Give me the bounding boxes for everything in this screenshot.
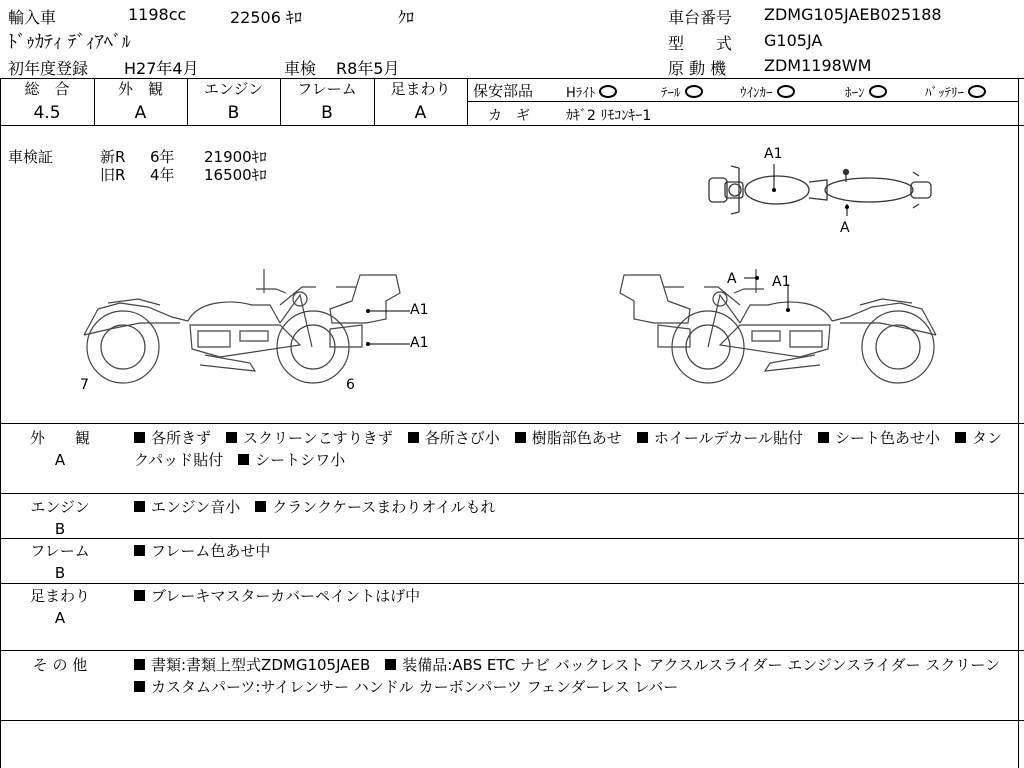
note-items <box>134 540 1014 562</box>
grid-line-bottom <box>0 125 1024 126</box>
safety-item-label: ﾊﾞｯﾃﾘｰ <box>925 86 964 101</box>
grade-label: フレーム <box>297 80 357 98</box>
note-heading <box>24 654 96 676</box>
grade-label: 総 合 <box>24 80 70 98</box>
inspection-value: R8年5月 <box>336 59 400 78</box>
grade-suspension <box>374 79 467 124</box>
ok-circle-icon <box>869 85 887 98</box>
note-item: カスタムパーツ:サイレンサー ハンドル カーボンパーツ フェンダーレス レバー <box>151 678 679 696</box>
grade-label: 外 観 <box>117 80 163 98</box>
notes-line <box>0 493 1024 494</box>
note-grade: B <box>54 564 66 582</box>
note-item: 各所さび小 <box>424 429 500 447</box>
notes-line-bottom <box>0 720 1024 721</box>
ok-circle-icon <box>685 85 703 98</box>
note-items <box>134 496 1014 518</box>
bullet-square-icon <box>255 501 266 512</box>
grade-value: 4.5 <box>33 103 61 123</box>
note-items <box>134 585 1014 607</box>
first-registration-value: H27年4月 <box>124 59 199 78</box>
certificate-new-km: 21900ｷﾛ <box>204 148 267 166</box>
safety-item-winker <box>740 82 795 101</box>
note-items <box>134 427 1014 471</box>
import-label: 輸入車 <box>8 8 57 27</box>
bullet-square-icon <box>818 432 829 443</box>
note-grade: B <box>54 520 66 538</box>
damage-mark-top-a1: A1 <box>764 146 783 162</box>
grade-value: B <box>227 103 240 123</box>
safety-item-label: ﾃｰﾙ <box>661 86 681 101</box>
bullet-square-icon <box>408 432 419 443</box>
grade-frame <box>280 79 374 124</box>
bullet-square-icon <box>385 659 396 670</box>
damage-mark-left-a1-lower: A1 <box>410 335 429 351</box>
bullet-square-icon <box>134 659 145 670</box>
bullet-square-icon <box>134 432 145 443</box>
note-item: 書類:書類上型式ZDMG105JAEB <box>151 656 371 674</box>
displacement: 1198cc <box>128 5 187 24</box>
note-heading <box>24 585 96 629</box>
notes-line-top <box>0 423 1024 424</box>
first-registration-label: 初年度登録 <box>8 59 89 78</box>
safety-item-horn <box>845 82 887 101</box>
certificate-old-label: 旧R <box>100 166 126 184</box>
safety-item-battery <box>925 82 986 101</box>
note-item: エンジン音小 <box>151 498 241 516</box>
key-value: ｶｷﾞ2 ﾘﾓｺﾝｷｰ1 <box>566 108 652 124</box>
certificate-label: 車検証 <box>8 148 54 166</box>
motorcycle-left-view-icon <box>80 265 410 390</box>
notes-line <box>0 650 1024 651</box>
model-type-value: G105JA <box>764 31 823 50</box>
safety-item-label: ﾎｰﾝ <box>845 86 865 101</box>
diagram-number-6: 6 <box>346 377 355 393</box>
bullet-square-icon <box>955 432 966 443</box>
bullet-square-icon <box>515 432 526 443</box>
mileage: 22506 ｷﾛ <box>230 8 302 27</box>
bullet-square-icon <box>238 454 249 465</box>
note-items <box>134 654 1014 698</box>
note-item: クランクケースまわりオイルもれ <box>272 498 496 516</box>
ok-circle-icon <box>599 85 617 98</box>
note-heading <box>24 540 96 584</box>
note-item: 樹脂部色あせ <box>531 429 622 447</box>
frame-number: ZDMG105JAEB025188 <box>764 5 942 24</box>
note-item: タンクパッド貼付 <box>134 429 1002 469</box>
note-category: 足まわり <box>29 587 90 605</box>
damage-mark-left-a1-upper: A1 <box>410 302 429 318</box>
certificate-old-km: 16500ｷﾛ <box>204 166 267 184</box>
note-category: そ の 他 <box>32 656 88 674</box>
note-category: 外 観 <box>29 429 90 447</box>
safety-item-headlight <box>566 82 617 101</box>
note-item: フレーム色あせ中 <box>151 542 271 560</box>
model-name: ﾄﾞｩｶﾃｨ ﾃﾞｨｱﾍﾞﾙ <box>8 32 131 53</box>
note-item: シートシワ小 <box>255 451 346 469</box>
motorcycle-top-view-icon <box>705 160 945 220</box>
ok-circle-icon <box>968 85 986 98</box>
grade-label: 足まわり <box>390 80 451 98</box>
diagram-number-7: 7 <box>80 377 89 393</box>
damage-mark-right-a: A <box>727 271 737 287</box>
damage-mark-top-a: A <box>840 220 850 236</box>
note-item: ブレーキマスターカバーペイントはげ中 <box>151 587 421 605</box>
bullet-square-icon <box>134 501 145 512</box>
note-heading <box>24 427 96 471</box>
color: ｸﾛ <box>398 8 415 27</box>
ok-circle-icon <box>777 85 795 98</box>
notes-line <box>0 538 1024 539</box>
note-item: シート色あせ小 <box>834 429 940 447</box>
note-item: ホイールデカール貼付 <box>653 429 803 447</box>
bullet-square-icon <box>134 590 145 601</box>
certificate-new-year: 6年 <box>150 148 175 166</box>
frame-number-label: 車台番号 <box>668 8 733 27</box>
safety-item-label: ｳｲﾝｶｰ <box>740 86 773 101</box>
note-heading <box>24 496 96 540</box>
grade-value: A <box>134 103 147 123</box>
safety-item-label: Hﾗｲﾄ <box>566 86 596 101</box>
note-category: エンジン <box>30 498 90 516</box>
safety-parts-title: 保安部品 <box>473 82 534 100</box>
certificate-new-label: 新R <box>100 148 126 166</box>
grade-engine <box>187 79 280 124</box>
grade-exterior <box>94 79 187 124</box>
model-type-label: 型 式 <box>668 34 733 53</box>
damage-mark-right-a1: A1 <box>772 274 791 290</box>
note-item: 各所きず <box>151 429 212 447</box>
key-label: カ ギ <box>488 108 530 124</box>
certificate-old-year: 4年 <box>150 166 175 184</box>
grade-label: エンジン <box>203 80 264 98</box>
grade-value: A <box>414 103 427 123</box>
note-grade: A <box>54 609 66 627</box>
note-category: フレーム <box>30 542 90 560</box>
engine-model-value: ZDM1198WM <box>764 56 872 75</box>
bullet-square-icon <box>134 681 145 692</box>
grade-overall <box>0 79 94 124</box>
bullet-square-icon <box>637 432 648 443</box>
bullet-square-icon <box>226 432 237 443</box>
note-item: 装備品:ABS ETC ナビ バックレスト アクスルスライダー エンジンスライダー スクリーン <box>402 656 1001 674</box>
note-grade: A <box>54 451 66 469</box>
safety-item-tail <box>661 82 703 101</box>
note-item: スクリーンこすりきず <box>243 429 393 447</box>
inspection-label: 車検 <box>284 59 317 78</box>
bullet-square-icon <box>134 545 145 556</box>
grid-divider <box>467 101 1018 102</box>
engine-model-label: 原 動 機 <box>668 59 727 78</box>
grade-value: B <box>321 103 333 123</box>
notes-line <box>0 583 1024 584</box>
